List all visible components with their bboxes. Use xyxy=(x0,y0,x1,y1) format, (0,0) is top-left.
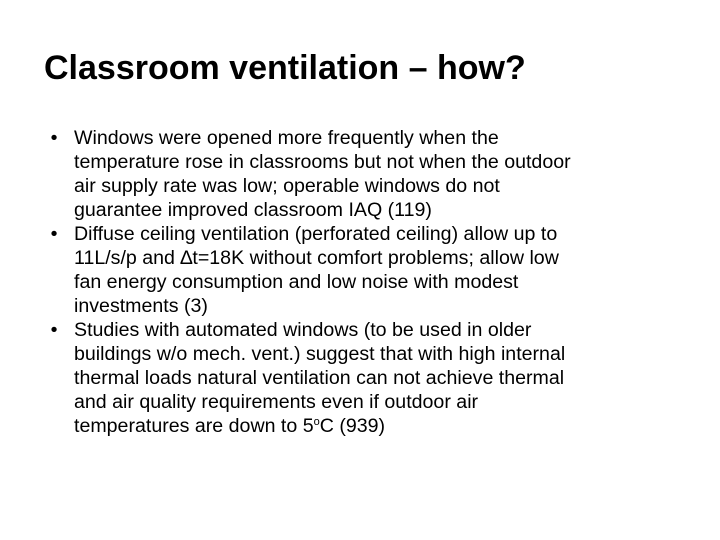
bullet-line: fan energy consumption and low noise with modest xyxy=(74,271,519,293)
bullet-line: buildings w/o mech. vent.) suggest that with high internal xyxy=(74,343,566,365)
bullet-line: Windows were opened more frequently when the xyxy=(74,127,499,149)
bullet-marker: • xyxy=(50,319,58,341)
bullet-line: investments (3) xyxy=(74,295,208,317)
bullet-line: air supply rate was low; operable windows do not xyxy=(74,175,500,197)
bullet-line: guarantee improved classroom IAQ (119) xyxy=(74,199,432,221)
bullet-marker: • xyxy=(50,223,58,245)
bullet-line: Diffuse ceiling ventilation (perforated ceiling) allow up to xyxy=(74,223,558,245)
bullet-item xyxy=(44,318,694,441)
bullet-list xyxy=(44,126,694,441)
bullet-line: temperature rose in classrooms but not when the outdoor xyxy=(74,151,571,173)
bullet-item xyxy=(44,222,694,318)
degree-superscript: o xyxy=(313,416,320,428)
bullet-item xyxy=(44,126,694,222)
bullet-line xyxy=(74,414,694,441)
slide-title: Classroom ventilation – how? xyxy=(44,49,526,87)
bullet-text: C (939) xyxy=(319,415,386,437)
bullet-line: and air quality requirements even if outdoor air xyxy=(74,391,479,413)
bullet-text: temperatures are down to 5 xyxy=(74,415,314,437)
bullet-line: thermal loads natural ventilation can not achieve thermal xyxy=(74,367,565,389)
bullet-line: 11L/s/p and ∆t=18K without comfort problems; allow low xyxy=(74,247,559,269)
bullet-marker: • xyxy=(50,127,58,149)
bullet-line: Studies with automated windows (to be used in older xyxy=(74,319,532,341)
